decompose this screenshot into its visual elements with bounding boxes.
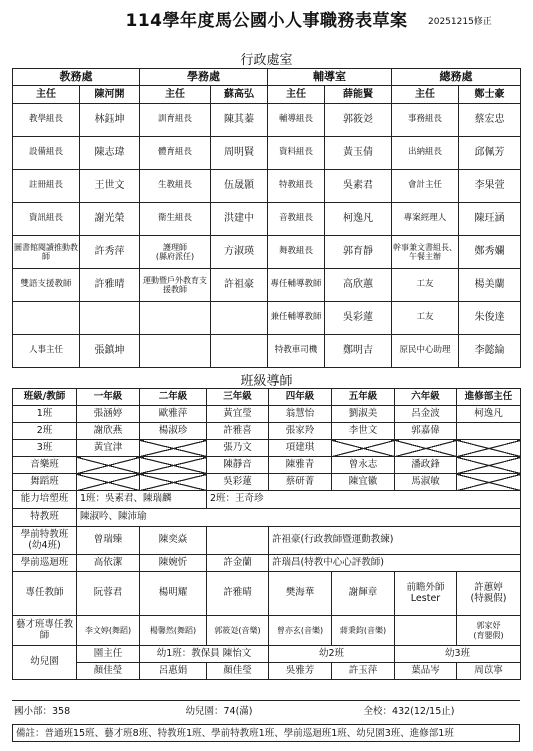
staff-name-cell: 謝光榮 — [80, 203, 140, 236]
position-cell: 出納組長 — [392, 137, 459, 170]
staff-name-cell: 王世文 — [80, 170, 140, 203]
teacher-name-cell: 前瞻外師 Lester — [395, 572, 457, 616]
subject-teacher-row — [13, 572, 521, 616]
staff-name-cell: 楊美蘭 — [459, 269, 521, 302]
teacher-name-cell: 柯逸凡 — [457, 406, 521, 423]
position-cell: 輔導組長 — [268, 104, 325, 137]
teacher-name-cell: 許雅晴 — [207, 572, 269, 616]
position-cell: 資料組長 — [268, 137, 325, 170]
teacher-name-cell: 翁慧怡 — [269, 406, 332, 423]
staff-name-cell — [80, 302, 140, 335]
teacher-name-cell: 潘政鋒 — [395, 457, 457, 474]
position-cell: 生教組長 — [140, 170, 211, 203]
staff-name-cell: 許祖豪 — [211, 269, 268, 302]
dept-header: 總務處 — [392, 69, 521, 86]
class-label-cell: 1班 — [13, 406, 77, 423]
position-cell: 雙語支援教師 — [13, 269, 80, 302]
staff-name-cell: 許秀萍 — [80, 236, 140, 269]
position-cell: 特教組長 — [268, 170, 325, 203]
staff-name-cell: 邱佩芳 — [459, 137, 521, 170]
staff-name-cell: 張鎮坤 — [80, 335, 140, 368]
kindergarten-director-title: 園主任 — [77, 646, 140, 663]
staff-name-cell: 郭筱彣 — [325, 104, 392, 137]
staff-name-cell: 鄭明吉 — [325, 335, 392, 368]
count-total: 全校：432(12/15止) — [363, 706, 455, 717]
teacher-name-cell — [395, 616, 457, 646]
staff-name-cell: 林鈺坤 — [80, 104, 140, 137]
staff-name-cell: 洪建中 — [211, 203, 268, 236]
admin-table — [12, 68, 521, 368]
teacher-name-cell: 黃宜津 — [77, 440, 140, 457]
staff-name-cell: 鄭秀孄 — [459, 236, 521, 269]
position-cell: 專任輔導教師 — [268, 269, 325, 302]
teacher-name-cell: 謝欣燕 — [77, 423, 140, 440]
mentor-header-cell: 三年級 — [207, 389, 269, 406]
class-label-cell: 音樂班 — [13, 457, 77, 474]
teacher-name-cell — [457, 423, 521, 440]
preschool-special-note-cell: 許祖豪(行政教師暨運動教練) — [269, 527, 521, 555]
staff-name-cell: 陳志瑋 — [80, 137, 140, 170]
teacher-name-cell: 許金蘭 — [207, 555, 269, 572]
position-cell: 事務組長 — [392, 104, 459, 137]
teacher-name-cell: 郭嘉偉 — [395, 423, 457, 440]
staff-name-cell: 蔡宏忠 — [459, 104, 521, 137]
position-cell: 舞教組長 — [268, 236, 325, 269]
position-cell: 運動暨戶外教育支援教師 — [140, 269, 211, 302]
dept-header: 輔導室 — [268, 69, 392, 86]
staff-name-cell: 朱俊達 — [459, 302, 521, 335]
arts-teacher-row — [13, 616, 521, 646]
mentor-header-cell: 六年級 — [395, 389, 457, 406]
mentor-table — [12, 388, 521, 680]
staff-name-cell: 薛能賢 — [325, 86, 392, 104]
kindergarten-class1-cell: 幼1班：教保員 陳怡文 — [140, 646, 269, 663]
teacher-name-cell: 陳奕焱 — [140, 527, 207, 555]
teacher-name-cell: 楊明耀 — [140, 572, 207, 616]
position-cell: 體育組長 — [140, 137, 211, 170]
remark: 備註：普通班15班、藝才班8班、特教班1班、學前特教班1班、學前巡迴班1班、幼兒園3班、進修部1班 — [12, 724, 520, 742]
staff-name-cell: 鄭士豪 — [459, 86, 521, 104]
teacher-name-cell: 張乃文 — [207, 440, 269, 457]
teacher-name-cell: 呂惠娟 — [140, 663, 207, 680]
document-title: 114學年度馬公國小人事職務表草案 — [125, 11, 408, 31]
preschool-special-label-cell: 學前特教班 (幼4班) — [13, 527, 77, 555]
teacher-name-cell: 張家羚 — [269, 423, 332, 440]
class-label-cell: 舞蹈班 — [13, 474, 77, 491]
position-cell: 資訊組長 — [13, 203, 80, 236]
empty-cell — [207, 527, 269, 555]
mentor-header-row — [13, 389, 521, 406]
teacher-name-cell: 吳雅芳 — [269, 663, 332, 680]
mentor-header-cell: 五年級 — [332, 389, 395, 406]
admin-row — [13, 170, 521, 203]
mentor-row — [13, 406, 521, 423]
special-label-cell: 特教班 — [13, 509, 77, 527]
teacher-name-cell: 李世文 — [332, 423, 395, 440]
count-elementary: 國小部：358 — [14, 706, 71, 717]
teacher-name-cell: 顏佳瑩 — [207, 663, 269, 680]
position-cell: 原民中心助理 — [392, 335, 459, 368]
teacher-name-cell: 曾瑞臻 — [77, 527, 140, 555]
position-cell: 主任 — [392, 86, 459, 104]
preschool-tour-row — [13, 555, 521, 572]
special-row — [13, 509, 521, 527]
staff-name-cell — [211, 335, 268, 368]
admin-row — [13, 137, 521, 170]
kindergarten-class2-cell: 幼2班 — [269, 646, 395, 663]
staff-name-cell: 郭育靜 — [325, 236, 392, 269]
teacher-name-cell: 黃宜瑩 — [207, 406, 269, 423]
position-cell — [13, 302, 80, 335]
position-cell — [140, 335, 211, 368]
position-cell: 設備組長 — [13, 137, 80, 170]
mentor-row — [13, 440, 521, 457]
staff-name-cell: 方淑瑛 — [211, 236, 268, 269]
mentor-header-cell: 進修部主任 — [457, 389, 521, 406]
mentor-row — [13, 423, 521, 440]
position-cell: 訓育組長 — [140, 104, 211, 137]
mentor-header-cell: 四年級 — [269, 389, 332, 406]
admin-row — [13, 236, 521, 269]
position-cell: 兼任輔導教師 — [268, 302, 325, 335]
staff-name-cell: 蘇高弘 — [211, 86, 268, 104]
position-cell: 主任 — [268, 86, 325, 104]
position-cell: 工友 — [392, 269, 459, 302]
teacher-name-cell: 歐雅萍 — [140, 406, 207, 423]
teacher-name-cell: 曾亦玄(音樂) — [269, 616, 332, 646]
teacher-name-cell: 陳宜徽 — [332, 474, 395, 491]
staff-name-cell: 黃玉倩 — [325, 137, 392, 170]
preschool-tour-note-cell: 許瑞昌(特教中心心評教師) — [269, 555, 521, 572]
position-cell: 幹事兼文書組長、午餐主辦 — [392, 236, 459, 269]
position-cell: 主任 — [140, 86, 211, 104]
teacher-name-cell: 項建琪 — [269, 440, 332, 457]
position-cell: 主任 — [13, 86, 80, 104]
staff-name-cell: 李懿綸 — [459, 335, 521, 368]
teacher-name-cell: 陳婉忻 — [140, 555, 207, 572]
admin-row — [13, 302, 521, 335]
teacher-name-cell: 顏佳瑩 — [77, 663, 140, 680]
teacher-name-cell: 周苡寧 — [457, 663, 521, 680]
teacher-name-cell: 楊馨然(舞蹈) — [140, 616, 207, 646]
mentor-header-cell: 二年級 — [140, 389, 207, 406]
position-cell: 會計主任 — [392, 170, 459, 203]
teacher-name-cell: 陳靜音 — [207, 457, 269, 474]
document-title-bar — [0, 6, 533, 31]
position-cell: 註冊組長 — [13, 170, 80, 203]
mentor-header-cell: 班級/教師 — [13, 389, 77, 406]
position-cell: 教學組長 — [13, 104, 80, 137]
position-cell: 音教組長 — [268, 203, 325, 236]
kindergarten-row-2 — [13, 663, 521, 680]
position-cell — [140, 302, 211, 335]
teacher-name-cell — [77, 457, 140, 474]
teacher-name-cell: 郭家妤 (育嬰假) — [457, 616, 521, 646]
mentor-row — [13, 457, 521, 474]
teacher-name-cell — [77, 474, 140, 491]
position-cell: 人事主任 — [13, 335, 80, 368]
teacher-name-cell — [332, 440, 395, 457]
teacher-name-cell: 張涵婷 — [77, 406, 140, 423]
count-kindergarten: 幼兒園：74(滿) — [185, 706, 253, 717]
dept-header: 教務處 — [13, 69, 140, 86]
teacher-name-cell — [457, 457, 521, 474]
teacher-name-cell — [457, 474, 521, 491]
teacher-name-cell — [457, 440, 521, 457]
position-cell: 衛生組長 — [140, 203, 211, 236]
staff-name-cell: 柯逸凡 — [325, 203, 392, 236]
teacher-name-cell — [395, 440, 457, 457]
teacher-name-cell: 葉品岑 — [395, 663, 457, 680]
staff-name-cell: 吳素君 — [325, 170, 392, 203]
ability-row — [13, 491, 521, 509]
dept-header: 學務處 — [140, 69, 268, 86]
teacher-name-cell — [140, 440, 207, 457]
teacher-name-cell — [140, 474, 207, 491]
special-teachers-cell: 陳淑吟、陳沛瑜 — [77, 509, 521, 527]
position-cell: 專案經理人 — [392, 203, 459, 236]
staff-name-cell: 陳其蓁 — [211, 104, 268, 137]
ability-class1-cell: 1班：吳素君、陳瑞麟 — [77, 491, 207, 509]
teacher-name-cell: 李文婷(舞蹈) — [77, 616, 140, 646]
mentor-header-cell: 一年級 — [77, 389, 140, 406]
staff-name-cell — [211, 302, 268, 335]
staff-name-cell: 周明賢 — [211, 137, 268, 170]
admin-row — [13, 104, 521, 137]
admin-section-title: 行政處室 — [240, 53, 293, 68]
admin-row — [13, 335, 521, 368]
teacher-name-cell: 許玉萍 — [332, 663, 395, 680]
teacher-name-cell: 吳彩蓮 — [207, 474, 269, 491]
teacher-name-cell: 馬淑敏 — [395, 474, 457, 491]
teacher-name-cell: 高依潔 — [77, 555, 140, 572]
staff-name-cell: 李果萱 — [459, 170, 521, 203]
arts-teacher-label-cell: 藝才班專任教師 — [13, 616, 77, 646]
position-cell: 工友 — [392, 302, 459, 335]
teacher-name-cell — [140, 457, 207, 474]
teacher-name-cell: 楊淑珍 — [140, 423, 207, 440]
teacher-name-cell: 陳雅青 — [269, 457, 332, 474]
position-cell: 護理師 (縣府派任) — [140, 236, 211, 269]
class-label-cell: 2班 — [13, 423, 77, 440]
mentor-row — [13, 474, 521, 491]
kindergarten-class3-cell: 幼3班 — [395, 646, 521, 663]
class-label-cell: 3班 — [13, 440, 77, 457]
teacher-name-cell: 劉淑美 — [332, 406, 395, 423]
staff-name-cell: 伍晟顥 — [211, 170, 268, 203]
teacher-name-cell: 蔡研菁 — [269, 474, 332, 491]
kindergarten-row-1 — [13, 646, 521, 663]
teacher-name-cell: 謝輝章 — [332, 572, 395, 616]
subject-teacher-label-cell: 專任教師 — [13, 572, 77, 616]
ability-class2-cell: 2班：王奇珍 — [207, 491, 521, 509]
teacher-name-cell: 許雅喜 — [207, 423, 269, 440]
staff-name-cell: 陳河開 — [80, 86, 140, 104]
student-count-bar — [12, 700, 520, 719]
teacher-name-cell: 許蕙婷 (特親假) — [457, 572, 521, 616]
admin-row — [13, 269, 521, 302]
position-cell: 特教車司機 — [268, 335, 325, 368]
teacher-name-cell: 樊海華 — [269, 572, 332, 616]
teacher-name-cell: 蔣秉鈞(音樂) — [332, 616, 395, 646]
staff-name-cell: 陳玨涵 — [459, 203, 521, 236]
teacher-name-cell: 呂金波 — [395, 406, 457, 423]
preschool-tour-label-cell: 學前巡迴班 — [13, 555, 77, 572]
ability-label-cell: 能力培塑班 — [13, 491, 77, 509]
staff-name-cell: 高欣蕙 — [325, 269, 392, 302]
kindergarten-label-cell: 幼兒園 — [13, 646, 77, 680]
preschool-special-row — [13, 527, 521, 555]
teacher-name-cell: 阮蓉君 — [77, 572, 140, 616]
teacher-name-cell: 郭筱彣(音樂) — [207, 616, 269, 646]
teacher-name-cell: 曾永志 — [332, 457, 395, 474]
staff-name-cell: 許雅晴 — [80, 269, 140, 302]
admin-row — [13, 203, 521, 236]
staff-name-cell: 吳彩蓮 — [325, 302, 392, 335]
mentor-section-title: 班級導師 — [240, 374, 293, 389]
admin-row — [13, 86, 521, 104]
position-cell: 圖書館閱讀推動教師 — [13, 236, 80, 269]
revision-date: 20251215修正 — [428, 17, 492, 27]
